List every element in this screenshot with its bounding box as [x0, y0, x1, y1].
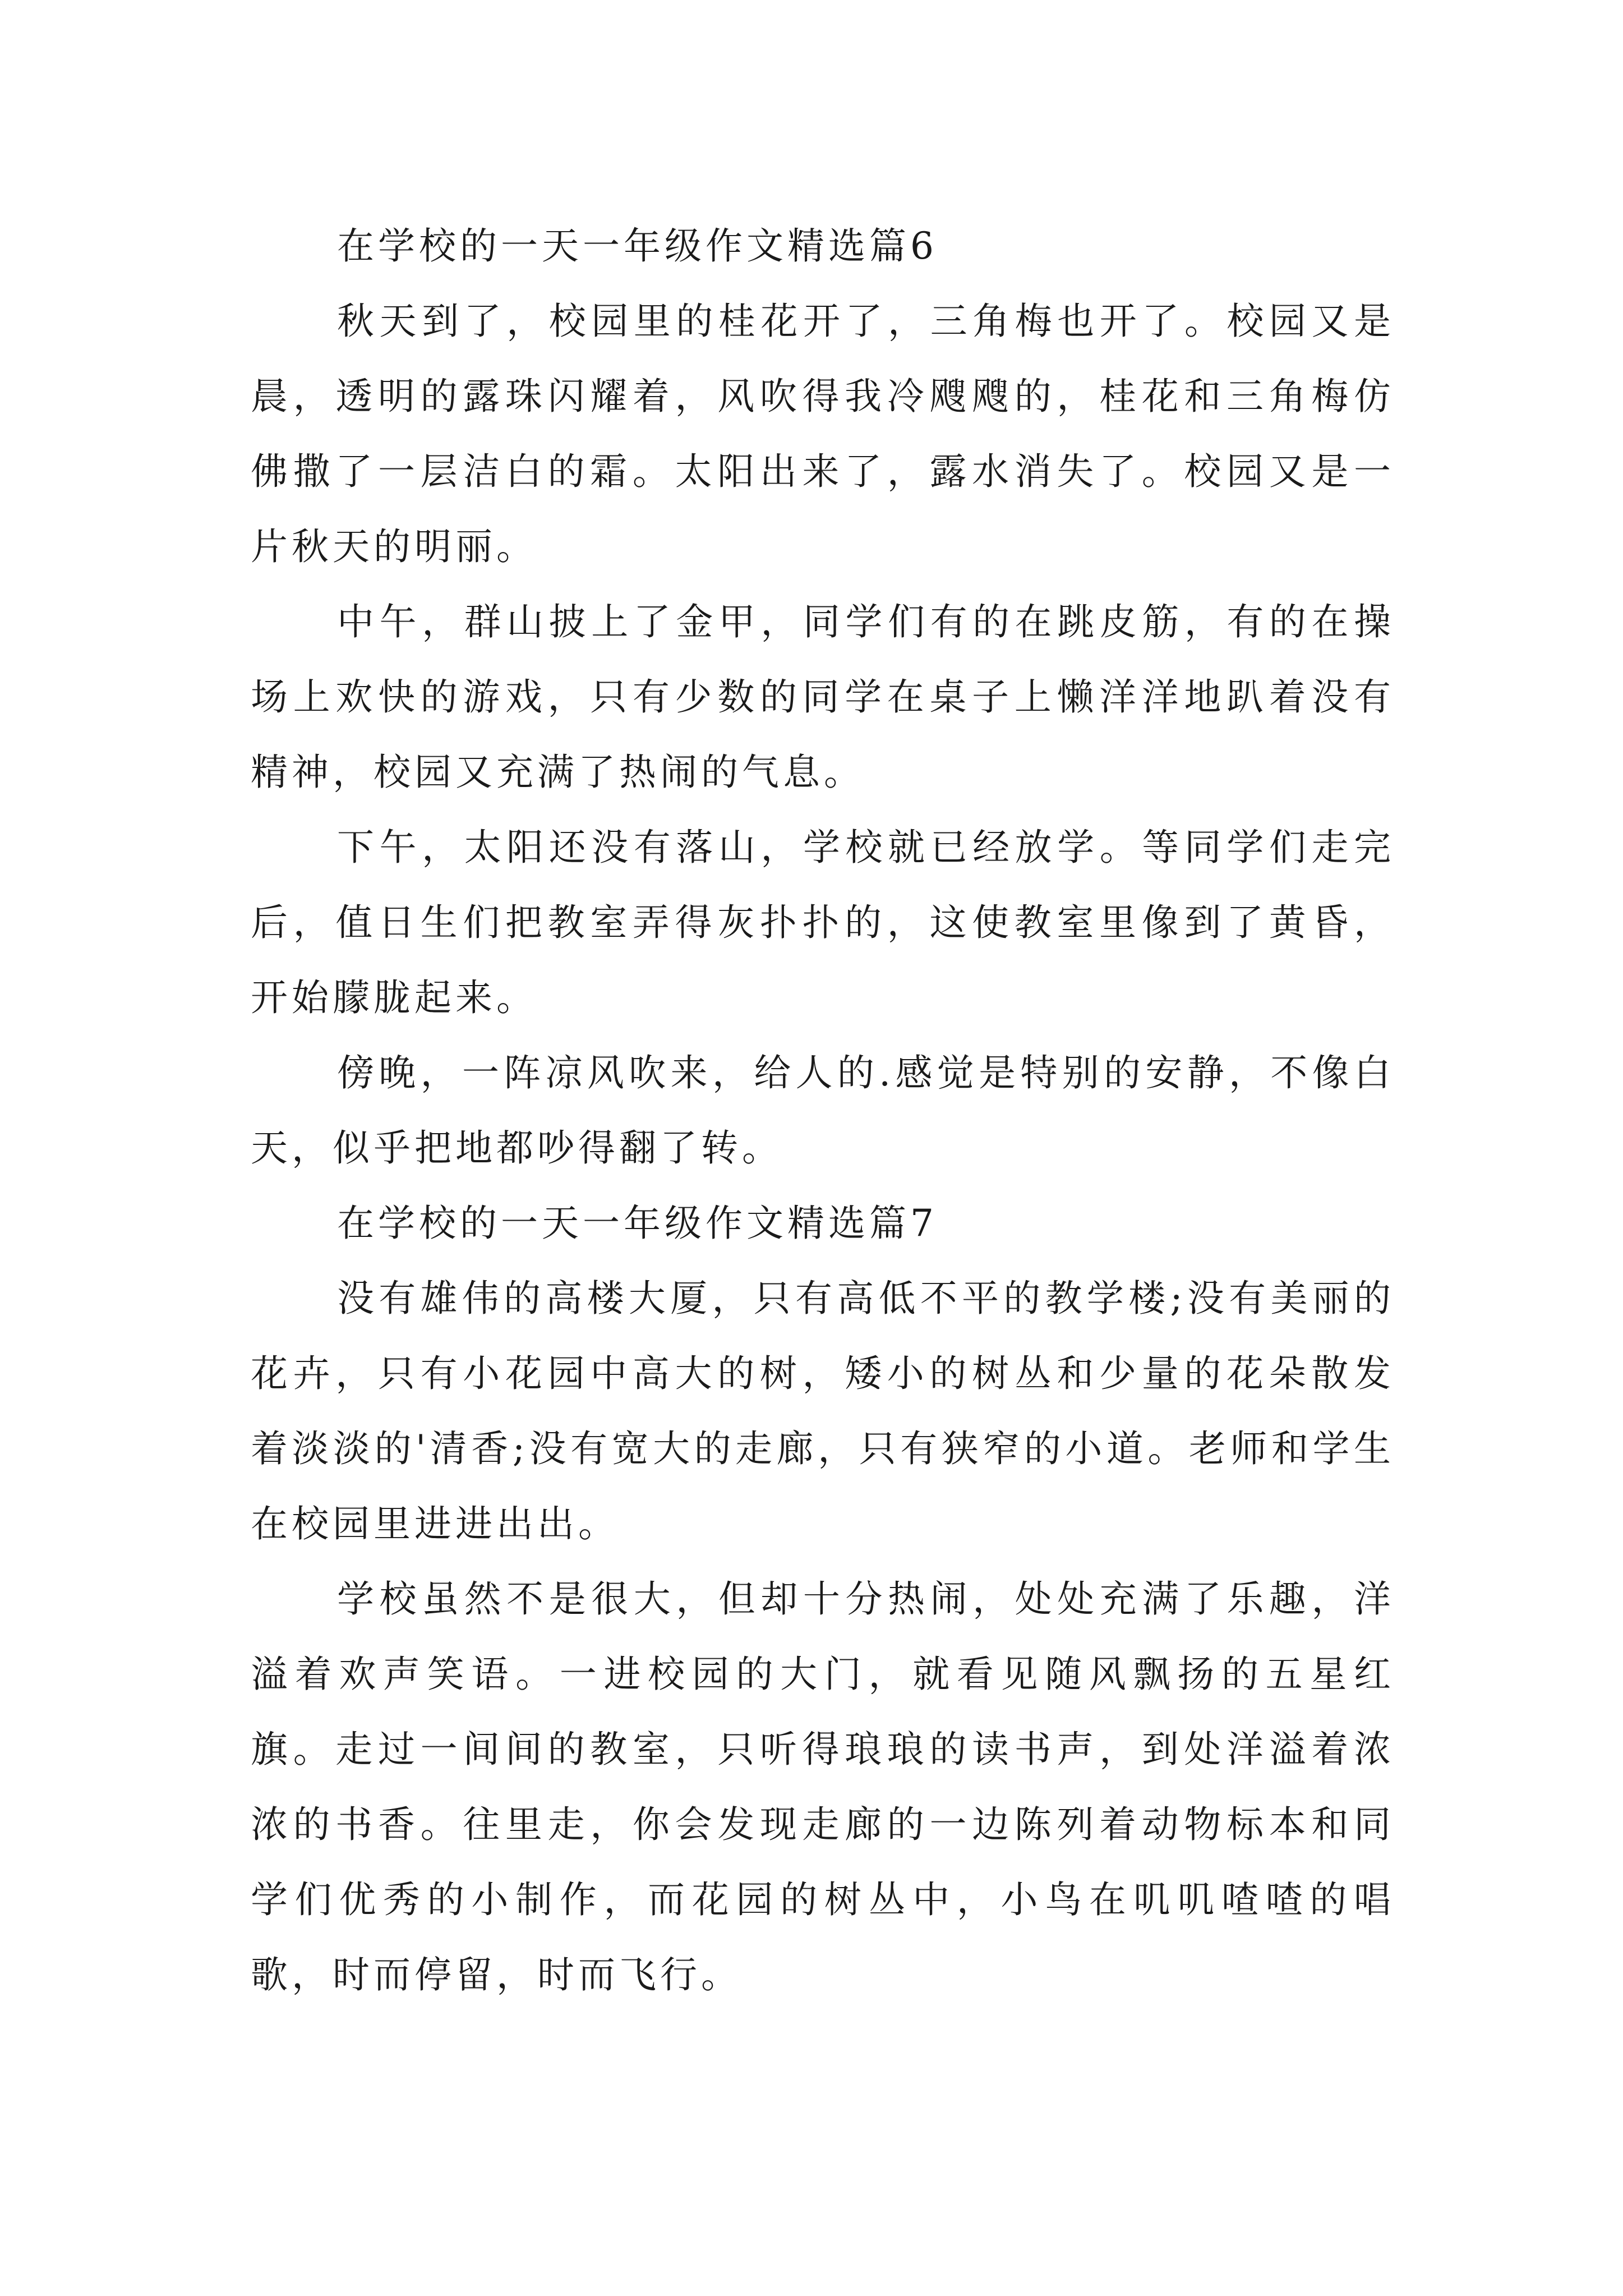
section-heading: 在学校的一天一年级作文精选篇6 — [337, 224, 938, 268]
section-heading: 在学校的一天一年级作文精选篇7 — [337, 1202, 938, 1245]
paragraph: 下午，太阳还没有落山，学校就已经放学。等同学们走完后，值日生们把教室弄得灰扑扑的，这使教室里像到了黄昏，开始朦胧起来。 — [251, 826, 1395, 1019]
paragraph: 秋天到了，校园里的桂花开了，三角梅也开了。校园又是晨，透明的露珠闪耀着，风吹得我冷飕飕的，桂花和三角梅仿佛撒了一层洁白的霜。太阳出来了，露水消失了。校园又是一片秋天的明丽。 — [251, 300, 1395, 568]
document-page — [251, 209, 1395, 2013]
paragraph: 没有雄伟的高楼大厦，只有高低不平的教学楼;没有美丽的花卉，只有小花园中高大的树，矮小的树丛和少量的花朵散发着淡淡的'清香;没有宽大的走廊，只有狭窄的小道。老师和学生在校园里进进出出。 — [251, 1277, 1395, 1545]
paragraph: 学校虽然不是很大，但却十分热闹，处处充满了乐趣，洋溢着欢声笑语。一进校园的大门，就看见随风飘扬的五星红旗。走过一间间的教室，只听得琅琅的读书声，到处洋溢着浓浓的书香。往里走，你会发现走廊的一边陈列着动物标本和同学们优秀的小制作，而花园的树丛中，小鸟在叽叽喳喳的唱歌，时而停留，时而飞行。 — [251, 1577, 1395, 1996]
paragraph: 傍晚，一阵凉风吹来，给人的.感觉是特别的安静，不像白天，似乎把地都吵得翻了转。 — [251, 1051, 1395, 1170]
paragraph: 中午，群山披上了金甲，同学们有的在跳皮筋，有的在操场上欢快的游戏，只有少数的同学在桌子上懒洋洋地趴着没有精神，校园又充满了热闹的气息。 — [251, 600, 1395, 794]
